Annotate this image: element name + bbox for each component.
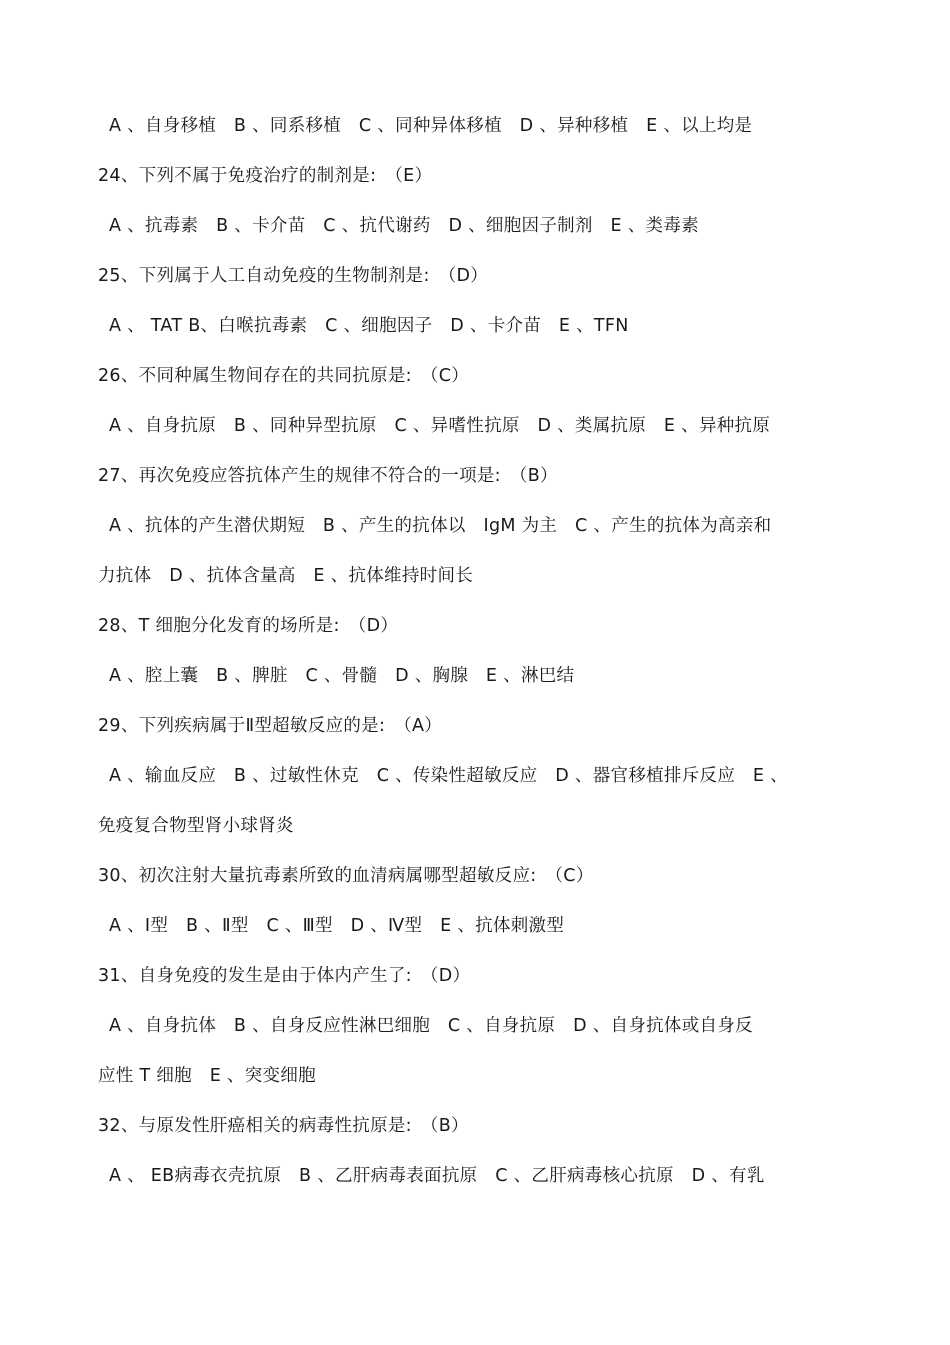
- option-line-continued: 力抗体 D 、抗体含量高 E 、抗体维持时间长: [98, 566, 474, 586]
- option-line: A 、输血反应 B 、过敏性休克 C 、传染性超敏反应 D 、器官移植排斥反应 E 、: [109, 766, 788, 786]
- question-26: 26、不同种属生物间存在的共同抗原是: （C）: [98, 366, 470, 386]
- option-line: A 、自身抗体 B 、自身反应性淋巴细胞 C 、自身抗原 D 、自身抗体或自身反: [109, 1016, 753, 1036]
- question-31: 31、自身免疫的发生是由于体内产生了: （D）: [98, 966, 471, 986]
- option-line: A 、 EB病毒衣壳抗原 B 、乙肝病毒表面抗原 C 、乙肝病毒核心抗原 D 、有乳: [109, 1166, 765, 1186]
- option-line: A 、 TAT B、白喉抗毒素 C 、细胞因子 D 、卡介苗 E 、TFN: [109, 316, 629, 336]
- option-line: A 、Ⅰ型 B 、Ⅱ型 C 、Ⅲ型 D 、Ⅳ型 E 、抗体刺激型: [109, 916, 565, 936]
- option-line: A 、腔上囊 B 、脾脏 C 、骨髓 D 、胸腺 E 、淋巴结: [109, 666, 575, 686]
- option-line-continued: 免疫复合物型肾小球肾炎: [98, 816, 294, 836]
- question-24: 24、下列不属于免疫治疗的制剂是: （E）: [98, 166, 433, 186]
- question-30: 30、初次注射大量抗毒素所致的血清病属哪型超敏反应: （C）: [98, 866, 594, 886]
- question-27: 27、再次免疫应答抗体产生的规律不符合的一项是: （B）: [98, 466, 558, 486]
- option-line-continued: 应性 T 细胞 E 、突变细胞: [98, 1066, 316, 1086]
- option-line: A 、自身抗原 B 、同种异型抗原 C 、异嗜性抗原 D 、类属抗原 E 、异种抗原: [109, 416, 771, 436]
- question-32: 32、与原发性肝癌相关的病毒性抗原是: （B）: [98, 1116, 469, 1136]
- question-28: 28、T 细胞分化发育的场所是: （D）: [98, 616, 399, 636]
- option-line: A 、自身移植 B 、同系移植 C 、同种异体移植 D 、异种移植 E 、以上均是: [109, 116, 753, 136]
- option-line: A 、抗毒素 B 、卡介苗 C 、抗代谢药 D 、细胞因子制剂 E 、类毒素: [109, 216, 699, 236]
- question-29: 29、下列疾病属于Ⅱ型超敏反应的是: （A）: [98, 716, 443, 736]
- question-25: 25、下列属于人工自动免疫的生物制剂是: （D）: [98, 266, 489, 286]
- option-line: A 、抗体的产生潜伏期短 B 、产生的抗体以 IgM 为主 C 、产生的抗体为高亲和: [109, 516, 772, 536]
